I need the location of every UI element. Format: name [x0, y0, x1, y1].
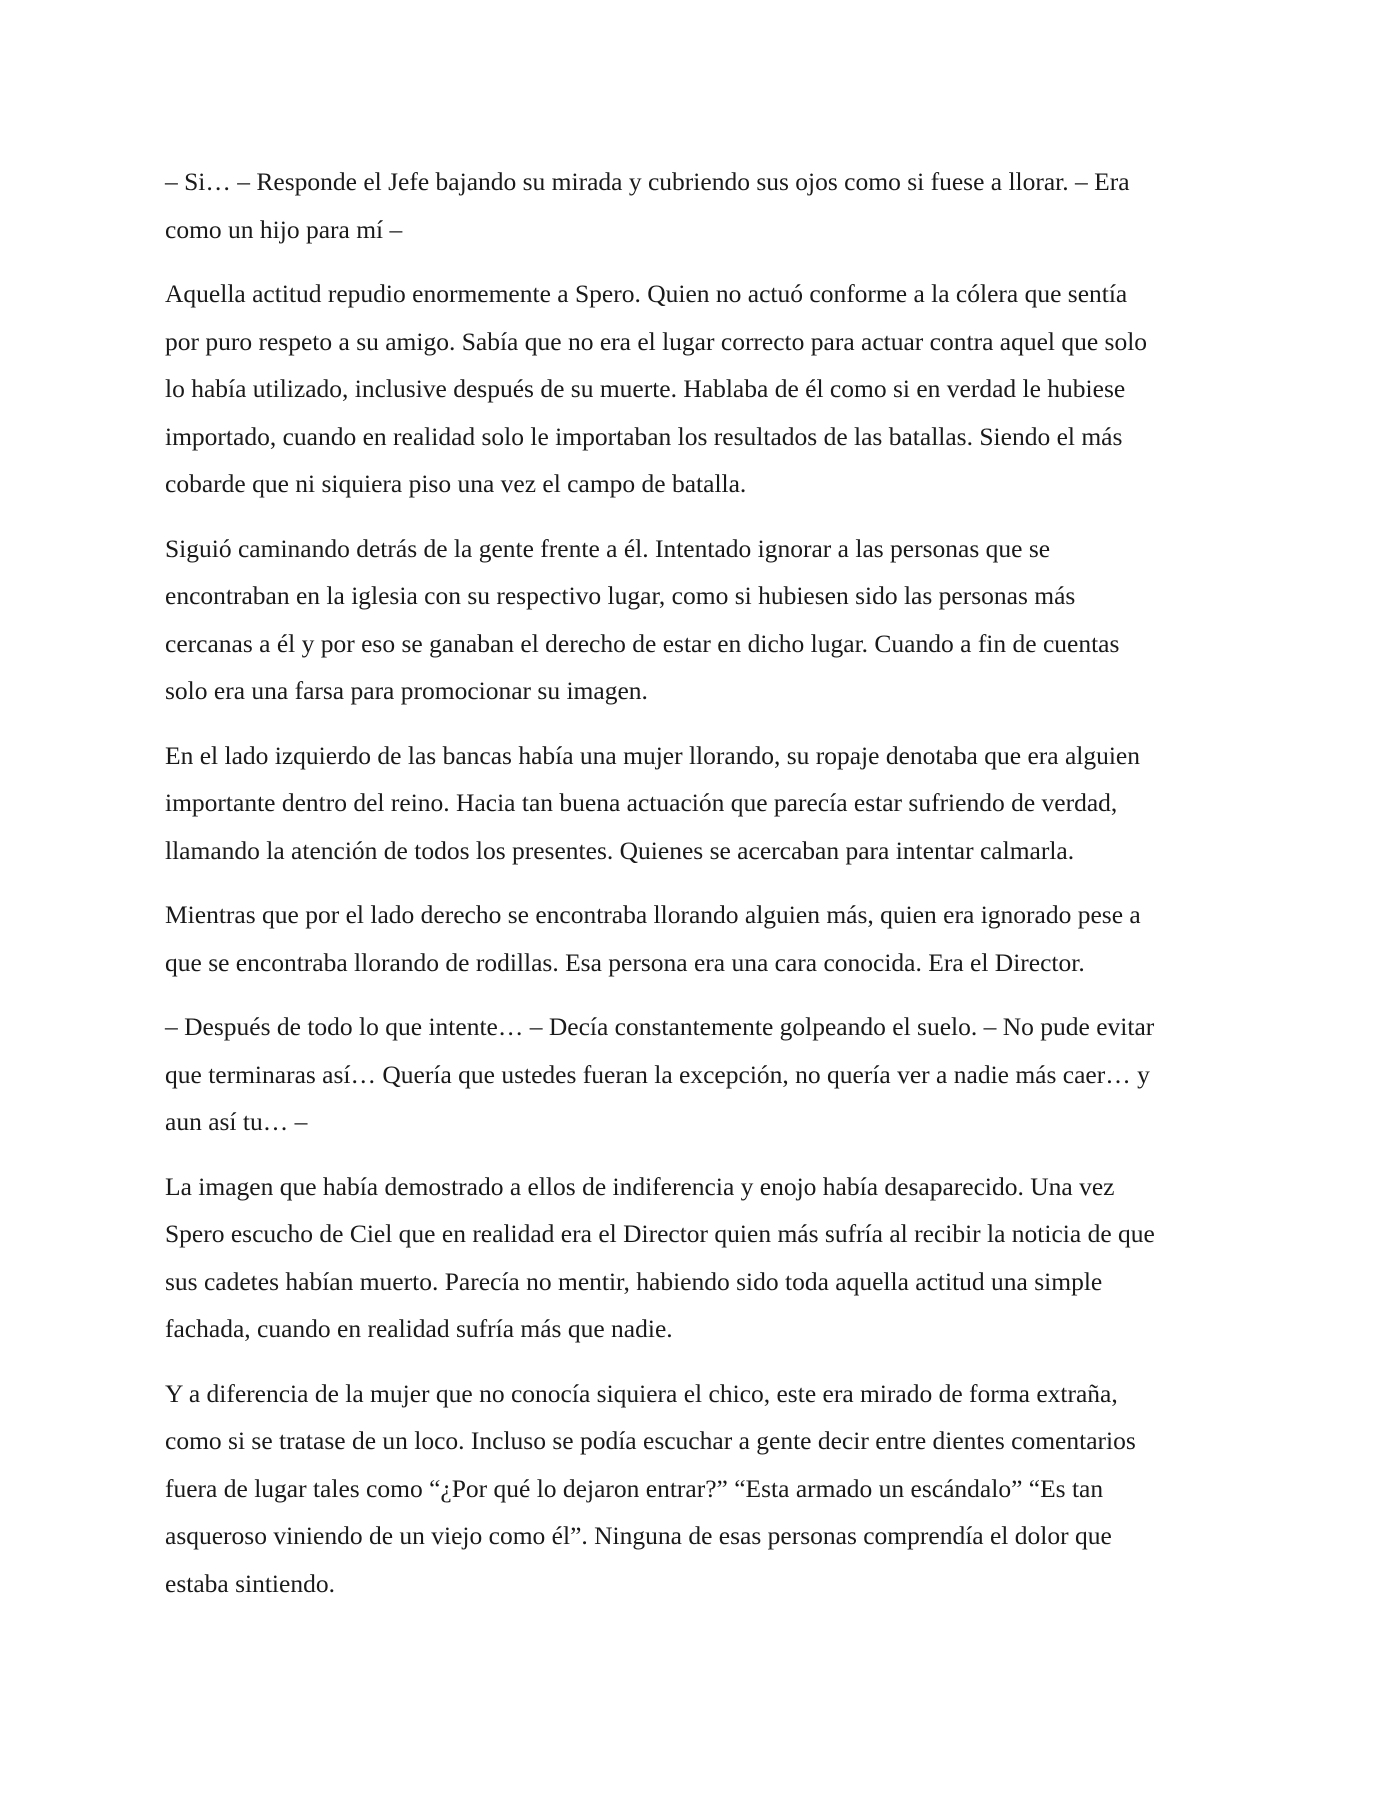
text-line: En el lado izquierdo de las bancas había una mujer llorando, su ropaje denotaba que era alguien [165, 740, 1141, 770]
text-line: – Si… – Responde el Jefe bajando su mirada y cubriendo sus ojos como si fuese a llorar. – Era [165, 167, 1130, 196]
text-line: La imagen que había demostrado a ellos de indiferencia y enojo había desaparecido. Una vez [165, 1171, 1115, 1201]
paragraph [165, 270, 1240, 508]
text-line: lo había utilizado, inclusive después de su muerte. Hablaba de él como si en verdad le hubiese [165, 374, 1126, 403]
text-line: aun así tu… – [165, 1107, 308, 1136]
text-line: Y a diferencia de la mujer que no conocía siquiera el chico, este era mirado de forma extraña, [165, 1378, 1118, 1408]
paragraph [165, 158, 1240, 253]
text-line: llamando la atención de todos los presentes. Quienes se acercaban para intentar calmarla. [165, 835, 1075, 865]
paragraph [165, 1163, 1240, 1353]
text-line: Mientras que por el lado derecho se encontraba llorando alguien más, quien era ignorado pese a [165, 900, 1141, 929]
text-line: Siguió caminando detrás de la gente frente a él. Intentado ignorar a las personas que se [165, 533, 1051, 563]
text-line: importado, cuando en realidad solo le importaban los resultados de las batallas. Siendo el más [165, 421, 1123, 451]
paragraph [165, 525, 1240, 715]
text-line: – Después de todo lo que intente… – Decía constantemente golpeando el suelo. – No pude evitar [165, 1012, 1155, 1041]
paragraph [165, 1370, 1240, 1608]
text-line: Spero escucho de Ciel que en realidad era el Director quien más sufría al recibir la noticia de que [165, 1219, 1155, 1248]
text-line: asqueroso viniendo de un viejo como él”. Ninguna de esas personas comprendía el dolor que [165, 1521, 1112, 1550]
paragraph [165, 1003, 1240, 1146]
text-line: encontraban en la iglesia con su respectivo lugar, como si hubiesen sido las personas más [165, 581, 1076, 610]
text-line: como si se tratase de un loco. Incluso se podía escuchar a gente decir entre dientes comentarios [165, 1426, 1136, 1455]
text-line: que se encontraba llorando de rodillas. Esa persona era una cara conocida. Era el Director. [165, 947, 1085, 977]
text-line: como un hijo para mí – [165, 214, 403, 244]
paragraph [165, 891, 1240, 986]
text-line: cobarde que ni siquiera piso una vez el campo de batalla. [165, 469, 747, 498]
text-line: estaba sintiendo. [165, 1568, 335, 1598]
text-line: solo era una farsa para promocionar su imagen. [165, 676, 648, 705]
text-line: fuera de lugar tales como “¿Por qué lo dejaron entrar?” “Esta armado un escándalo” “Es tan [165, 1473, 1104, 1503]
text-line: Aquella actitud repudio enormemente a Spero. Quien no actuó conforme a la cólera que sentía [165, 279, 1128, 308]
document-page [165, 158, 1240, 1624]
paragraph [165, 732, 1240, 875]
text-line: fachada, cuando en realidad sufría más que nadie. [165, 1314, 673, 1343]
text-line: cercanas a él y por eso se ganaban el derecho de estar en dicho lugar. Cuando a fin de cuentas [165, 628, 1120, 658]
text-line: sus cadetes habían muerto. Parecía no mentir, habiendo sido toda aquella actitud una simple [165, 1266, 1103, 1296]
text-line: importante dentro del reino. Hacia tan buena actuación que parecía estar sufriendo de verdad, [165, 788, 1118, 817]
text-line: que terminaras así… Quería que ustedes fueran la excepción, no quería ver a nadie más caer… y [165, 1059, 1150, 1089]
text-line: por puro respeto a su amigo. Sabía que no era el lugar correcto para actuar contra aquel que solo [165, 326, 1148, 356]
